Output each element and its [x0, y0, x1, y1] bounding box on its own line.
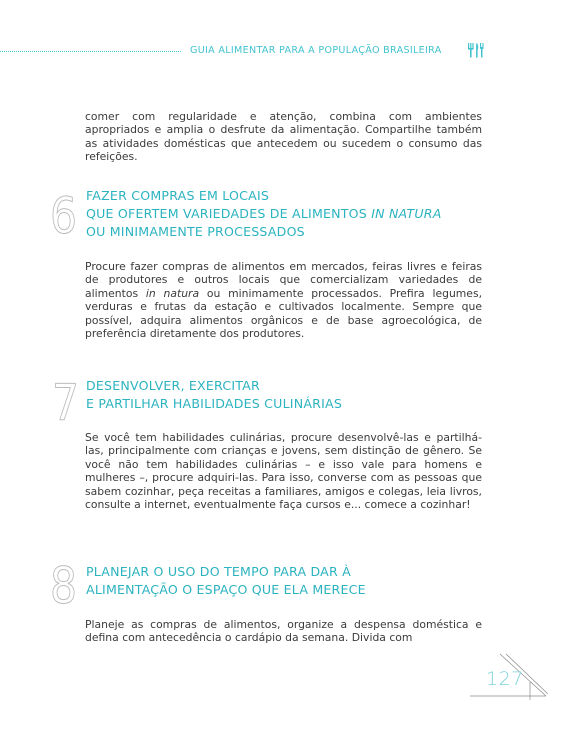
- page-number: 127: [486, 668, 524, 690]
- intro-line-2: e amplia o desfrute da alimentação. Compartilhe também as atividades: [85, 123, 483, 150]
- section-number-7: 7: [52, 374, 80, 432]
- section-number-8: 8: [50, 557, 78, 615]
- heading-6-line-1: FAZER COMPRAS EM LOCAIS: [86, 188, 270, 203]
- section-heading-8: [86, 563, 366, 599]
- heading-7-line-2: E PARTILHAR HABILIDADES CULINÁRIAS: [86, 396, 343, 411]
- intro-line-1: comer com regularidade e atenção, combina com ambientes apropriados: [85, 110, 482, 137]
- running-header-title: GUIA ALIMENTAR PARA A POPULAÇÃO BRASILEIRA: [190, 45, 442, 56]
- section-heading-7: [86, 377, 342, 413]
- heading-7-line-1: DESENVOLVER, EXERCITAR: [86, 378, 260, 393]
- fork-knife-icon: [467, 42, 485, 58]
- heading-8-line-2: ALIMENTAÇÃO O ESPAÇO QUE ELA MERECE: [86, 582, 366, 597]
- heading-6-line-3: OU MINIMAMENTE PROCESSADOS: [86, 224, 305, 239]
- heading-8-line-1: PLANEJAR O USO DO TEMPO PARA DAR À: [86, 564, 351, 579]
- header-dotted-rule: [0, 51, 181, 52]
- section-number-6: 6: [50, 187, 78, 245]
- intro-line-3: domésticas que antecedem ou sucedem o consumo das refeições.: [85, 136, 482, 164]
- heading-6-line-2: QUE OFERTEM VARIEDADES DE ALIMENTOS IN NATURA: [86, 206, 442, 221]
- intro-paragraph: [85, 110, 482, 164]
- section-body-7: Se você tem habilidades culinárias, procure desenvolvê-las e partilhá-las, principalmente com crianças e jovens, sem distinção de gênero. Se você não tem habilidades culinárias – e isso vale para homens e mulheres –, procure adquiri-las. Para isso, converse com as pessoas que sabem cozinhar, peça receitas a familiares, amigos e colegas, leia livros, consulte a internet, eventualmente faça cursos e... comece a cozinhar!: [85, 431, 482, 512]
- section-heading-6: [86, 187, 442, 241]
- section-body-6: Procure fazer compras de alimentos em mercados, feiras livres e feiras de produtores e outros locais que comercializam variedades de alimentos in natura ou minimamente processados. Prefira legumes, verduras e frutas da estação e cultivados localmente. Sempre que possível, adquira alimentos orgânicos e de base agroecológica, de preferência diretamente dos produtores.: [85, 260, 483, 341]
- section-body-8: Planeje as compras de alimentos, organize a despensa doméstica e defina com antecedência o cardápio da semana. Divida com: [85, 618, 482, 645]
